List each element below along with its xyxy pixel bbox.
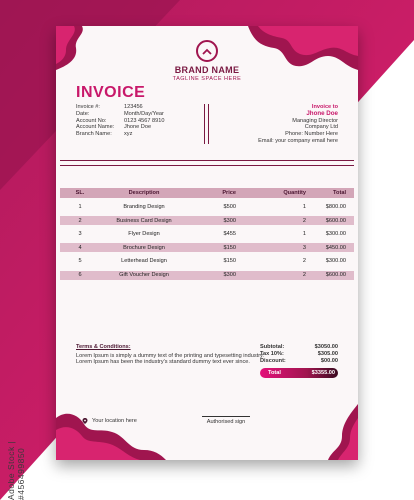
signature-label: Authorised sign <box>206 419 246 425</box>
signature-line <box>202 416 250 417</box>
stock-id: Adobe Stock | #456499850 <box>6 440 26 500</box>
bill-to-heading: Invoice to <box>311 104 338 110</box>
discount-row: Discount: $00.00 <box>260 358 338 364</box>
table-row: 2 Business Card Design $300 2 $600.00 <box>60 216 354 225</box>
table-header: SL. Description Price Quantity Total <box>60 188 354 198</box>
subtotal-row: Subtotal: $3050.00 <box>260 344 338 350</box>
table-row: 3 Flyer Design $455 1 $300.00 <box>78 231 346 238</box>
meta-row: Invoice #: 123456 <box>76 104 143 110</box>
bill-to-company: Company Ltd <box>304 124 338 131</box>
items-table <box>60 188 354 280</box>
bill-to-name: Jhone Doe <box>306 109 338 117</box>
table-row: 1 Branding Design $500 1 $800.00 <box>78 204 346 211</box>
brand-tagline: TAGLINE SPACE HERE <box>172 76 242 82</box>
table-row: 6 Gift Voucher Design $300 2 $600.00 <box>60 271 354 280</box>
meta-row: Account No: 0123 4567 8910 <box>76 117 165 124</box>
bill-to-email: Email: your company email here <box>258 137 338 144</box>
signature <box>202 416 250 425</box>
bill-to-role: Managing Director <box>292 117 338 124</box>
totals-block <box>260 344 338 378</box>
brand-name: BRAND NAME <box>174 65 240 75</box>
address-text: Your location here <box>92 418 137 424</box>
invoice-title: INVOICE <box>76 84 146 101</box>
tax-row: Tax 10%: $305.00 <box>260 351 338 357</box>
invoice-paper <box>56 26 358 460</box>
logo-icon <box>196 40 218 62</box>
bill-to-phone: Phone: Number Here <box>285 131 338 138</box>
divider-horizontal <box>60 160 354 161</box>
address <box>82 418 137 424</box>
terms-text: Lorem Ipsum is simply a dummy text of the printing and typesetting industry. Lorem Ipsum has been the industry's standard dummy text ever since. <box>76 352 264 366</box>
bottom-right-wave <box>328 404 358 460</box>
bill-to <box>258 104 338 145</box>
invoice-meta <box>76 104 164 138</box>
brand-logo <box>56 40 358 82</box>
divider-vertical <box>204 104 210 144</box>
bottom-left-wave <box>56 408 166 460</box>
table-row: 5 Letterhead Design $150 2 $300.00 <box>78 258 346 265</box>
location-pin-icon <box>82 418 88 424</box>
total-bar: Total $3355.00 <box>260 368 338 378</box>
terms-block <box>76 344 266 366</box>
table-row: 4 Brochure Design $150 3 $450.00 <box>60 243 354 252</box>
meta-row: Account Name: Jhone Doe <box>76 124 152 131</box>
meta-row: Branch Name: xyz <box>76 131 133 138</box>
meta-row: Date: Month/Day/Year <box>76 110 164 117</box>
terms-heading: Terms & Conditions: <box>76 344 131 350</box>
divider-horizontal <box>60 165 354 166</box>
